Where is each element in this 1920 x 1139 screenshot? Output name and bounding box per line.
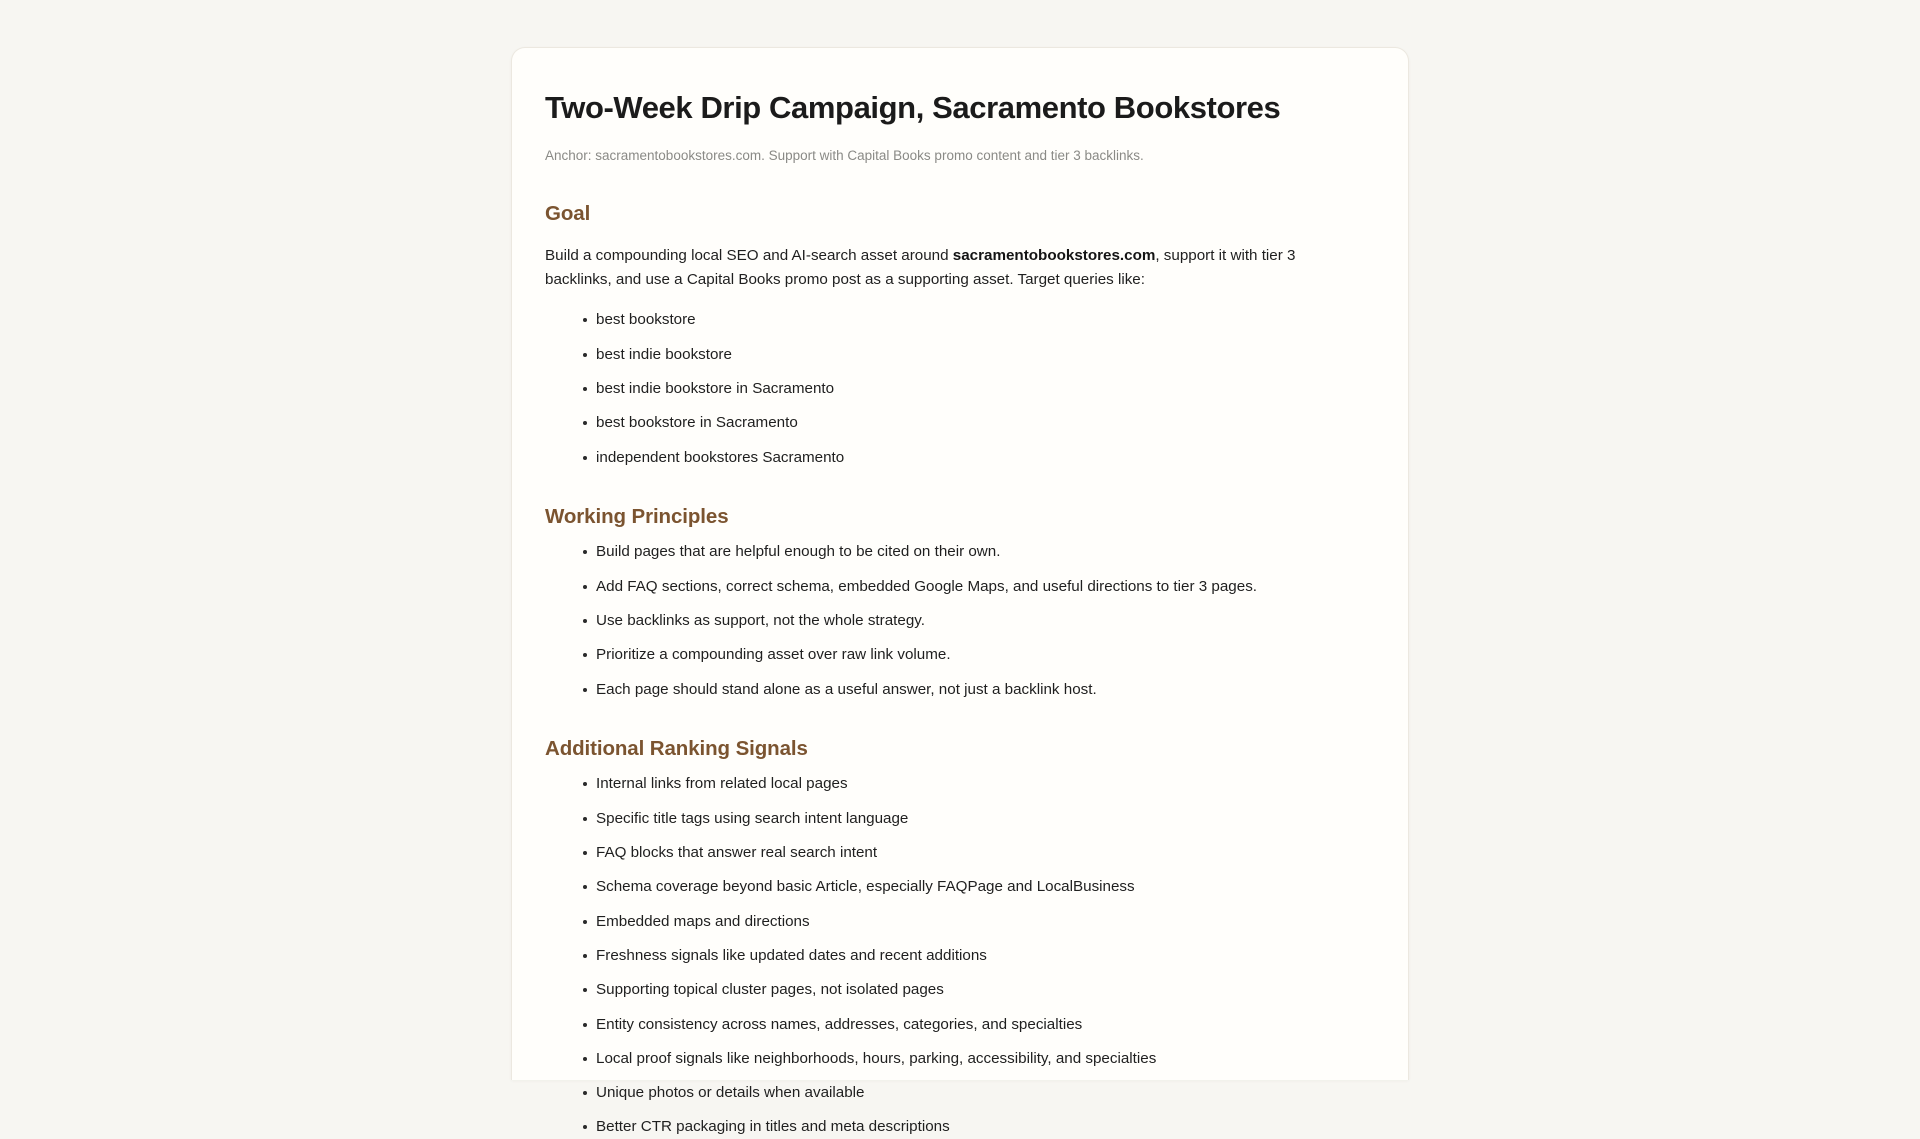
- list-item: [545, 1014, 1375, 1037]
- list-item-label: independent bookstores Sacramento: [596, 448, 845, 466]
- list-item: [545, 344, 1375, 367]
- list-item-label: Each page should stand alone as a useful answer, not just a backlink host.: [596, 680, 1097, 698]
- section-heading-additional-ranking-signals: Additional Ranking Signals: [545, 737, 808, 761]
- document-subtitle: Anchor: sacramentobookstores.com. Support with Capital Books promo content and tier 3 backlinks.: [545, 147, 1144, 163]
- list-item-label: Embedded maps and directions: [596, 912, 810, 930]
- goal-anchor-domain: sacramentobookstores.com: [952, 246, 1156, 264]
- list-item-label: best bookstore in Sacramento: [596, 414, 798, 432]
- list-item-label: Entity consistency across names, addresses, categories, and specialties: [596, 1015, 1083, 1033]
- list-item: [545, 979, 1375, 1002]
- list-item-label: best indie bookstore in Sacramento: [596, 380, 835, 398]
- goal-paragraph-lead: Build a compounding local SEO and AI-search asset around: [545, 246, 953, 264]
- list-item: [545, 876, 1375, 899]
- list-item: [545, 911, 1375, 934]
- list-item: [545, 842, 1375, 865]
- list-item-label: Build pages that are helpful enough to be cited on their own.: [596, 543, 1001, 561]
- list-item: [545, 412, 1375, 435]
- additional-ranking-signals-list: [545, 773, 1375, 1139]
- goal-query-list: [545, 309, 1375, 469]
- list-item: [545, 610, 1375, 633]
- list-item: [545, 309, 1375, 332]
- list-item: [545, 1082, 1375, 1105]
- list-item: [545, 644, 1375, 667]
- page-title: Two-Week Drip Campaign, Sacramento Bookstores: [545, 90, 1281, 125]
- list-item-label: Use backlinks as support, not the whole strategy.: [596, 612, 925, 630]
- list-item: [545, 945, 1375, 968]
- list-item-label: Specific title tags using search intent language: [596, 809, 909, 827]
- list-item-label: FAQ blocks that answer real search intent: [596, 844, 878, 862]
- list-item: [545, 541, 1375, 564]
- list-item: [545, 447, 1375, 470]
- goal-paragraph: [545, 244, 1365, 293]
- list-item: [545, 1116, 1375, 1139]
- document-card: [511, 47, 1409, 1136]
- list-item-label: Prioritize a compounding asset over raw link volume.: [596, 646, 951, 664]
- list-item-label: Add FAQ sections, correct schema, embedded Google Maps, and useful directions to tier 3 pages.: [596, 577, 1258, 595]
- list-item-label: Freshness signals like updated dates and recent additions: [596, 946, 987, 964]
- list-item-label: Better CTR packaging in titles and meta descriptions: [596, 1118, 950, 1136]
- list-item-label: best indie bookstore: [596, 345, 732, 363]
- list-item: [545, 773, 1375, 796]
- list-item-label: Unique photos or details when available: [596, 1084, 865, 1102]
- list-item-label: Schema coverage beyond basic Article, especially FAQPage and LocalBusiness: [596, 878, 1135, 896]
- list-item: [545, 679, 1375, 702]
- list-item-label: Local proof signals like neighborhoods, hours, parking, accessibility, and specialties: [596, 1049, 1157, 1067]
- list-item: [545, 576, 1375, 599]
- section-heading-working-principles: Working Principles: [545, 505, 729, 529]
- list-item: [545, 378, 1375, 401]
- working-principles-list: [545, 541, 1375, 701]
- section-heading-goal: Goal: [545, 201, 591, 225]
- list-item: [545, 1048, 1375, 1071]
- list-item-label: Internal links from related local pages: [596, 775, 848, 793]
- list-item: [545, 808, 1375, 831]
- list-item-label: Supporting topical cluster pages, not isolated pages: [596, 981, 944, 999]
- goal-paragraph-tail: , support it with tier 3 backlinks, and use a Capital Books promo post as a supporting asset. Target queries like:: [545, 246, 1296, 289]
- list-item-label: best bookstore: [596, 311, 696, 329]
